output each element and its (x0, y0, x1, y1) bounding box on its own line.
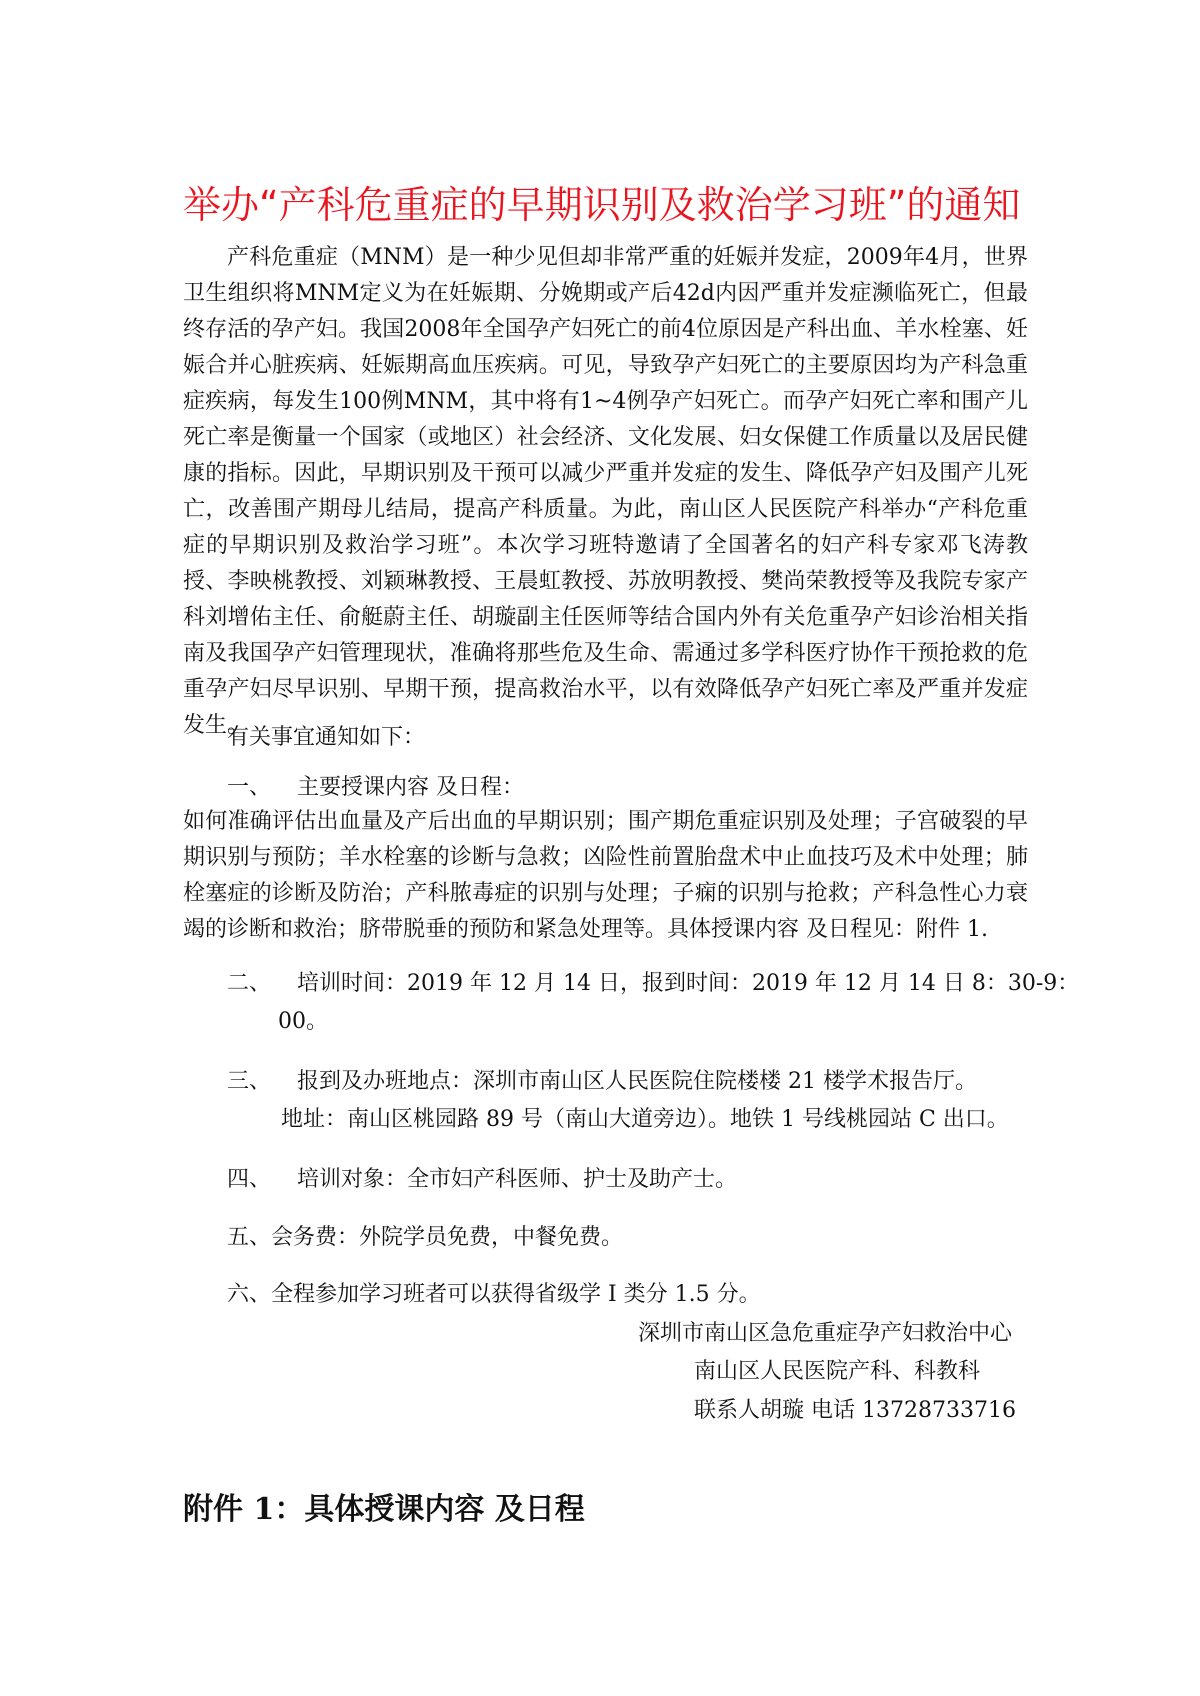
item-two-line (227, 966, 1079, 1002)
item-three-text: 报到及办班地点：深圳市南山区人民医院住院楼楼 21 楼学术报告厅。 (297, 1069, 977, 1094)
item-one-heading (227, 770, 524, 806)
notice-title: 举办“产科危重症的早期识别及救治学习班”的通知 (183, 183, 1021, 227)
item-six-line: 六、全程参加学习班者可以获得省级学 I 类分 1.5 分。 (227, 1282, 761, 1307)
item-three-address: 地址：南山区桃园路 89 号（南山大道旁边）。地铁 1 号线桃园站 C 出口。 (281, 1107, 1009, 1132)
item-one-title: 主要授课内容 及日程： (297, 775, 524, 800)
signature-contact: 联系人胡璇 电话 13728733716 (694, 1398, 1016, 1423)
notice-lead-line: 有关事宜通知如下： (227, 725, 426, 750)
item-one-body: 如何准确评估出血量及产后出血的早期识别；围产期危重症识别及处理；子宫破裂的早期识别与预防；羊水栓塞的诊断与急救；凶险性前置胎盘术中止血技巧及术中处理；肺栓塞症的诊断及防治；产科脓毒症的识别与处理；子痫的识别与抢救；产科急性心力衰竭的诊断和救治；脐带脱垂的预防和紧急处理等。具体授课内容 及日程见：附件 1. (183, 809, 1028, 942)
signature-org-center: 深圳市南山区急危重症孕产妇救治中心 (638, 1321, 1013, 1346)
item-five-line: 五、会务费：外院学员免费，中餐免费。 (227, 1225, 624, 1250)
item-four-number: 四、 (227, 1167, 272, 1192)
item-two-text: 培训时间：2019 年 12 月 14 日，报到时间：2019 年 12 月 14 日 8：30-9： (297, 971, 1080, 996)
signature-org-hospital: 南山区人民医院产科、科教科 (694, 1359, 981, 1384)
item-four-line (227, 1162, 737, 1198)
item-three-line (227, 1064, 977, 1100)
item-three-number: 三、 (227, 1069, 272, 1094)
item-four-text: 培训对象：全市妇产科医师、护士及助产士。 (297, 1167, 738, 1192)
item-one-number: 一、 (227, 775, 272, 800)
intro-paragraph: 产科危重症（MNM）是一种少见但却非常严重的妊娠并发症，2009年4月，世界卫生组织将MNM定义为在妊娠期、分娩期或产后42d内因严重并发症濒临死亡，但最终存活的孕产妇。我国2008年全国孕产妇死亡的前4位原因是产科出血、羊水栓塞、妊娠合并心脏疾病、妊娠期高血压疾病。可见，导致孕产妇死亡的主要原因均为产科急重症疾病，每发生100例MNM，其中将有1~4例孕产妇死亡。而孕产妇死亡率和围产儿死亡率是衡量一个国家（或地区）社会经济、文化发展、妇女保健工作质量以及居民健康的指标。因此，早期识别及干预可以减少严重并发症的发生、降低孕产妇及围产儿死亡，改善围产期母儿结局，提高产科质量。为此，南山区人民医院产科举办“产科危重症的早期识别及救治学习班”。本次学习班特邀请了全国著名的妇产科专家邓飞涛教授、李映桃教授、刘颖琳教授、王晨虹教授、苏放明教授、樊尚荣教授等及我院专家产科刘增佑主任、俞艇蔚主任、胡璇副主任医师等结合国内外有关危重孕产妇诊治相关指南及我国孕产妇管理现状，准确将那些危及生命、需通过多学科医疗协作干预抢救的危重孕产妇尽早识别、早期干预，提高救治水平，以有效降低孕产妇死亡率及严重并发症发生。 (183, 245, 1028, 738)
attachment-title: 附件 1：具体授课内容 及日程 (183, 1492, 585, 1527)
item-two-number: 二、 (227, 971, 272, 996)
item-two-continuation: 00。 (278, 1009, 328, 1034)
